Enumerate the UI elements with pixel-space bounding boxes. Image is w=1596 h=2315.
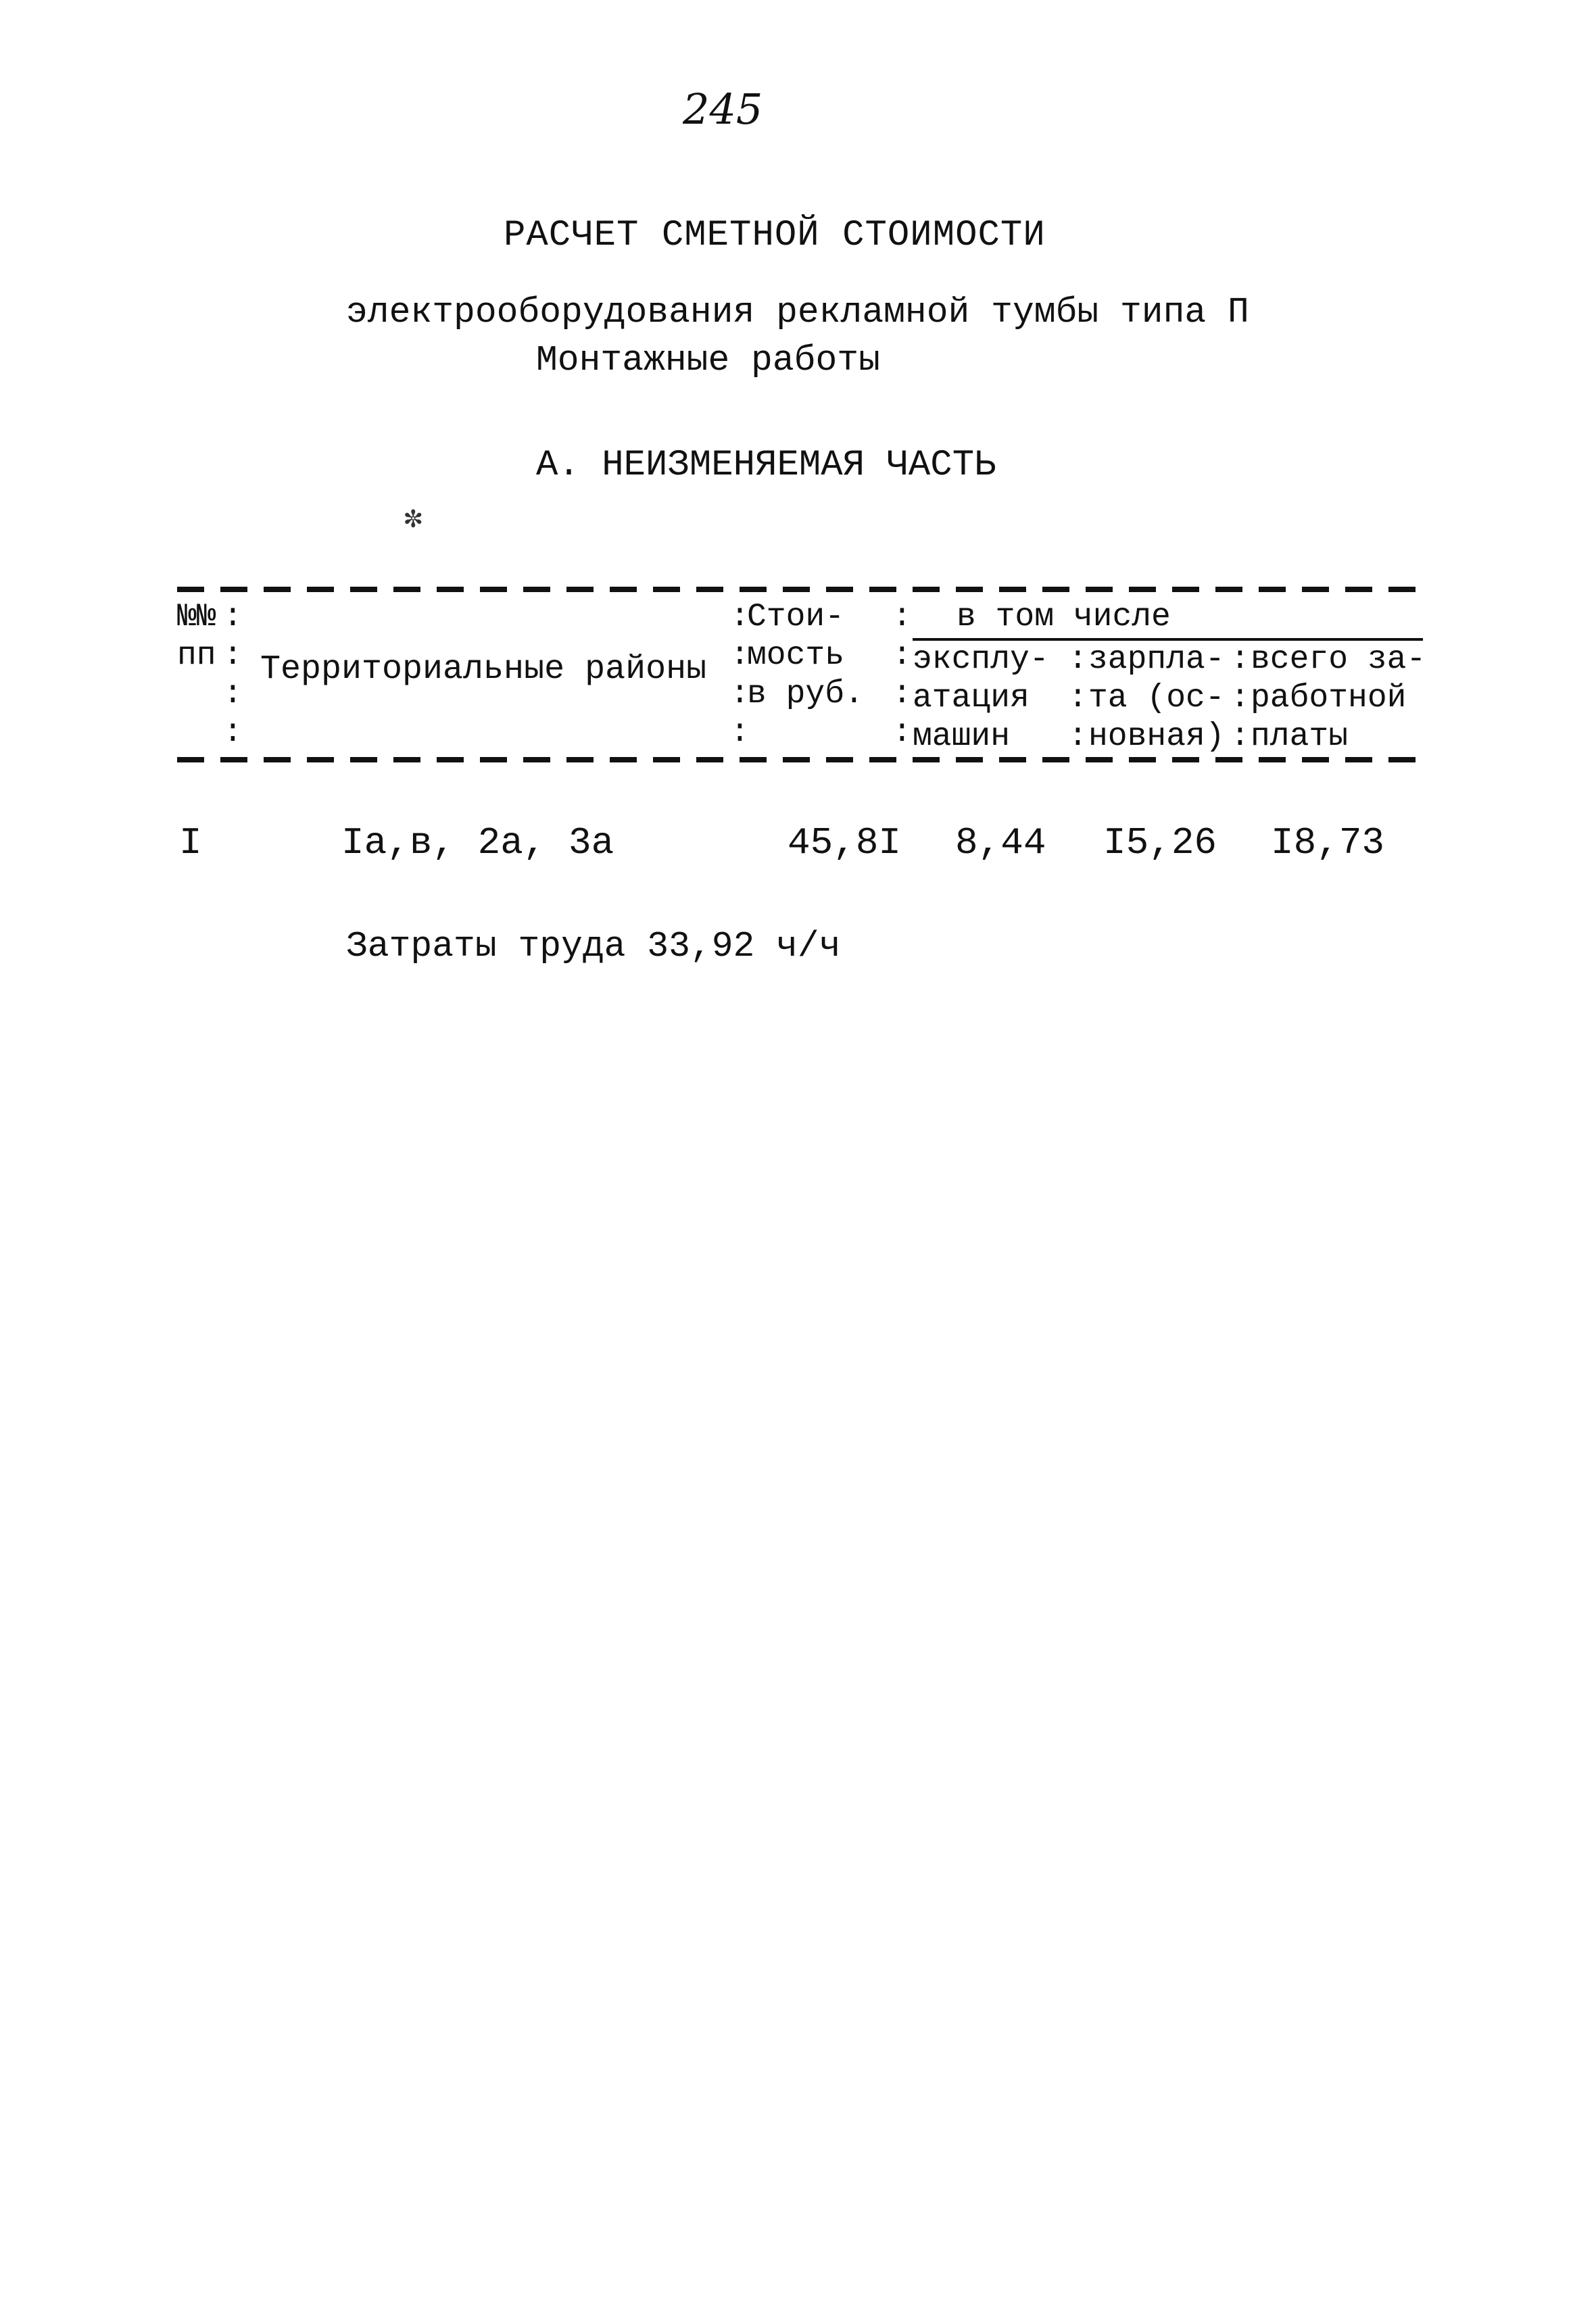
header-cost: Стои- мость в руб. — [747, 599, 864, 712]
document-subtitle-line2: Монтажные работы — [536, 340, 880, 381]
scan-mark-icon: ✼ — [404, 503, 422, 537]
labor-costs: Затраты труда 33,92 ч/ч — [346, 926, 841, 967]
header-operation-separator: : : : — [1068, 641, 1088, 755]
table-bottom-dashed-rule — [177, 757, 1424, 762]
document-title: РАСЧЕТ СМЕТНОЙ СТОИМОСТИ — [504, 215, 1046, 256]
section-title: А. НЕИЗМЕНЯЕМАЯ ЧАСТЬ — [536, 445, 996, 486]
header-salary: зарпла- та (ос- новная) — [1088, 641, 1225, 755]
header-districts: Территориальные районы — [260, 650, 707, 689]
header-including: в том числе — [957, 599, 1171, 635]
row-cost-cell: 45,8I — [788, 821, 902, 864]
header-cost-separator: : : : : — [730, 599, 750, 751]
row-number-cell: I — [179, 821, 202, 864]
page-number: 245 — [683, 84, 763, 134]
header-number-separator: : : : : — [223, 599, 243, 751]
header-number: №№ пп — [177, 599, 216, 674]
header-total-wage: всего за- работной платы — [1251, 641, 1426, 755]
row-total-wage-cell: I8,73 — [1271, 821, 1385, 864]
row-salary-cell: I5,26 — [1103, 821, 1217, 864]
row-operation-cell: 8,44 — [955, 821, 1046, 864]
row-districts-cell: Iа,в, 2а, 3а — [341, 821, 614, 864]
document-subtitle-line1: электрооборудования рекламной тумбы типа П — [346, 292, 1249, 333]
header-including-separator: : : : : — [892, 599, 912, 751]
table-top-dashed-rule — [177, 587, 1424, 592]
header-salary-separator: : : : — [1230, 641, 1250, 755]
header-operation: эксплу- атация машин — [913, 641, 1049, 755]
